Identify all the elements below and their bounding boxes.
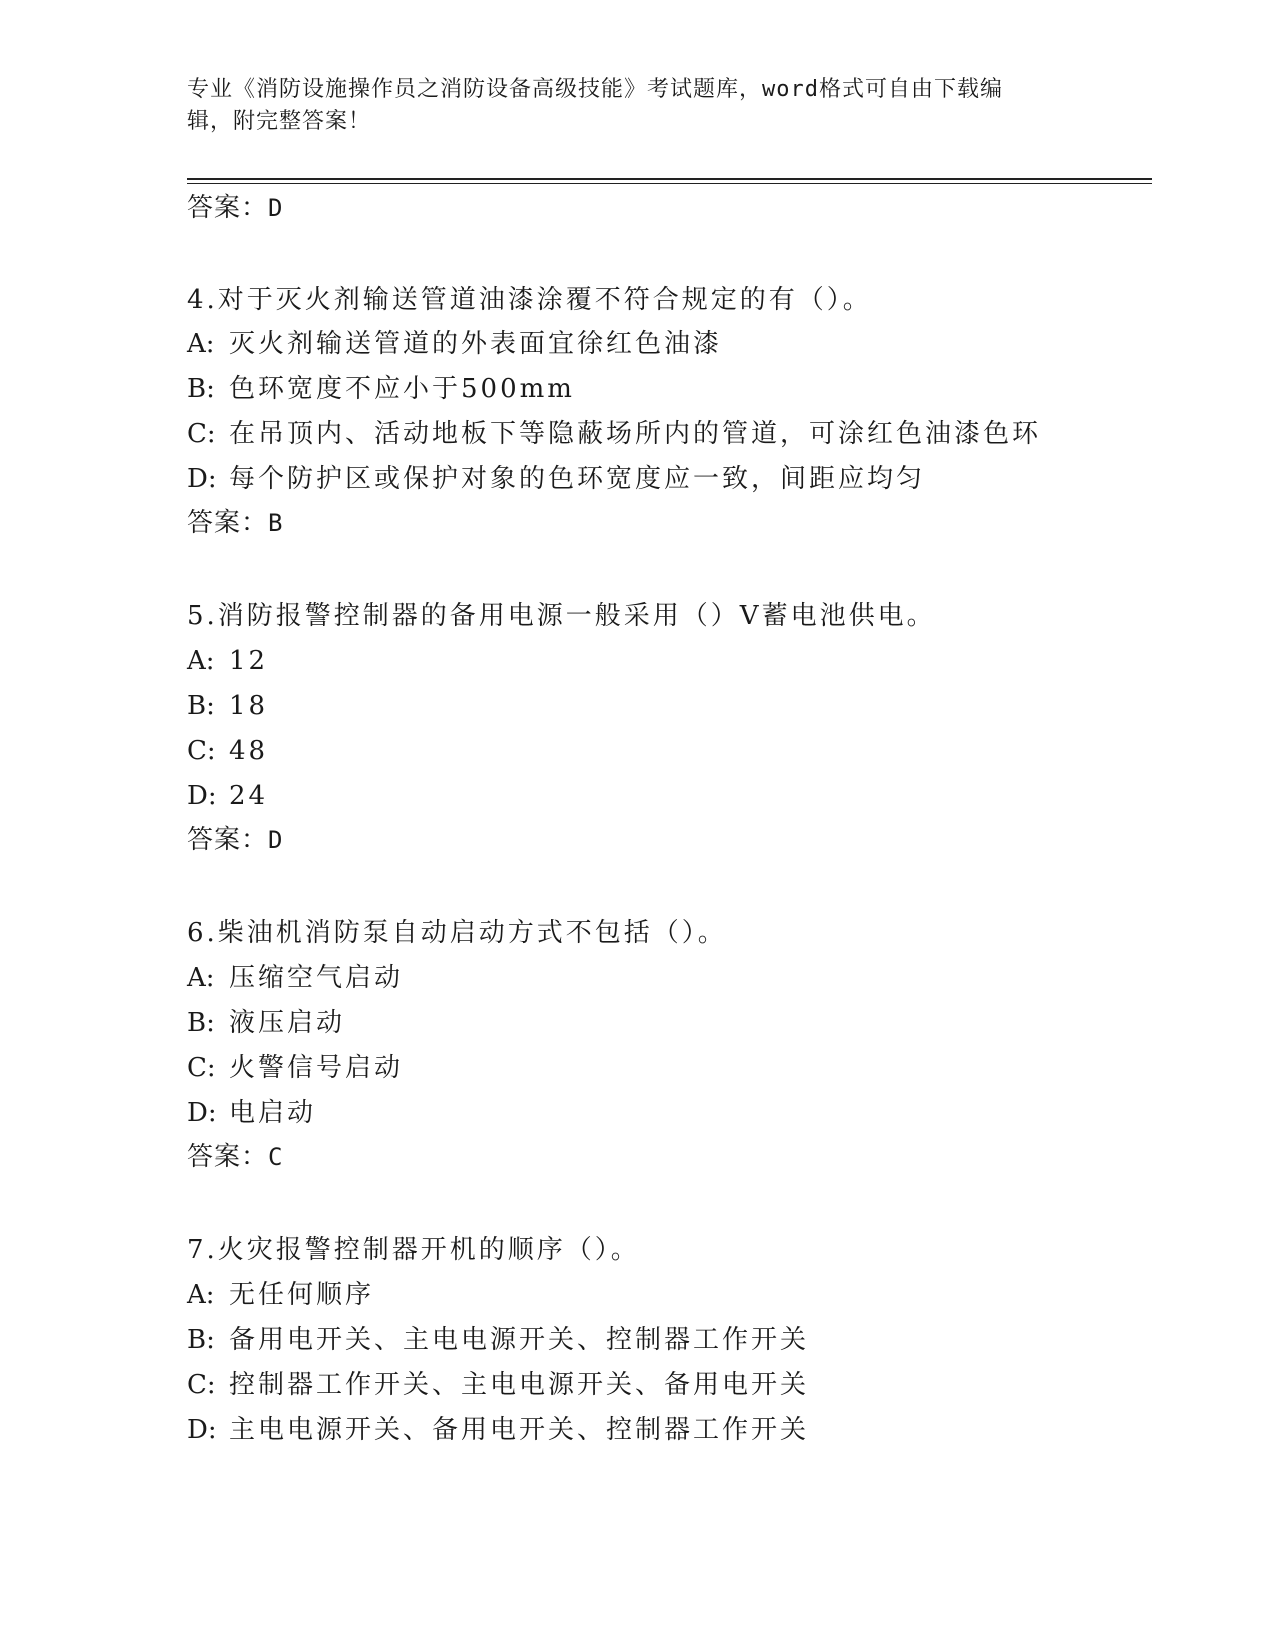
option-letter: D: [187, 1098, 217, 1128]
option-text: 12 [229, 646, 269, 676]
option-text: 压缩空气启动 [229, 963, 404, 993]
answer-value: B [268, 509, 284, 537]
option-letter: B: [187, 1325, 215, 1355]
option-letter: A: [187, 646, 215, 676]
answer-value: D [268, 826, 284, 854]
option-text: 电启动 [229, 1098, 317, 1128]
question-7-stem: 7.火灾报警控制器开机的顺序（）。 [187, 1235, 640, 1265]
option-letter: C: [187, 419, 216, 449]
question-7-option-a [187, 1277, 374, 1313]
answer-label: 答案： [187, 508, 269, 538]
question-7-option-c [187, 1367, 809, 1403]
option-letter: C: [187, 1053, 216, 1083]
option-letter: C: [187, 1370, 216, 1400]
option-text: 48 [229, 736, 269, 766]
option-text: 控制器工作开关、主电电源开关、备用电开关 [229, 1370, 810, 1400]
answer-label: 答案： [187, 825, 269, 855]
option-text: 色环宽度不应小于500mm [229, 374, 575, 404]
question-5-option-b [187, 688, 268, 724]
document-header [187, 74, 1077, 138]
option-letter: A: [187, 1280, 215, 1310]
question-4-option-d [187, 461, 925, 497]
answer-value: D [268, 194, 284, 222]
question-5-stem: 5.消防报警控制器的备用电源一般采用（）V蓄电池供电。 [187, 601, 936, 631]
option-letter: A: [187, 963, 215, 993]
answer-label: 答案： [187, 193, 269, 223]
question-4-stem: 4.对于灭火剂输送管道油漆涂覆不符合规定的有（）。 [187, 285, 872, 315]
option-text: 灭火剂输送管道的外表面宜徐红色油漆 [229, 329, 723, 359]
option-text: 每个防护区或保护对象的色环宽度应一致，间距应均匀 [229, 464, 926, 494]
option-letter: D: [187, 1415, 217, 1445]
question-4-answer [187, 505, 283, 541]
question-6-option-b [187, 1005, 345, 1041]
answer-label: 答案： [187, 1142, 269, 1172]
option-text: 在吊顶内、活动地板下等隐蔽场所内的管道，可涂红色油漆色环 [229, 419, 1042, 449]
option-letter: D: [187, 464, 217, 494]
question-5-option-a [187, 643, 268, 679]
header-divider-thick [187, 178, 1152, 180]
option-letter: A: [187, 329, 215, 359]
option-text: 无任何顺序 [229, 1280, 375, 1310]
header-line-1: 专业《消防设施操作员之消防设备高级技能》考试题库，word格式可自由下载编 [187, 77, 1003, 102]
question-7-option-b [187, 1322, 809, 1358]
question-5-option-d [187, 778, 268, 814]
option-letter: B: [187, 1008, 215, 1038]
question-6-stem: 6.柴油机消防泵自动启动方式不包括（）。 [187, 918, 727, 948]
option-text: 主电电源开关、备用电开关、控制器工作开关 [229, 1415, 810, 1445]
option-text: 火警信号启动 [229, 1053, 404, 1083]
question-6-option-a [187, 960, 403, 996]
answer-value: C [268, 1143, 284, 1171]
prev-answer [187, 190, 283, 226]
header-line-2: 辑，附完整答案！ [187, 109, 372, 134]
option-text: 液压启动 [229, 1008, 346, 1038]
question-5-answer [187, 822, 283, 858]
option-letter: B: [187, 374, 215, 404]
question-6-option-d [187, 1095, 316, 1131]
question-6-option-c [187, 1050, 403, 1086]
question-4-option-b [187, 371, 575, 407]
question-6-answer [187, 1139, 283, 1175]
question-7-option-d [187, 1412, 809, 1448]
header-divider-thin [187, 183, 1152, 184]
option-text: 24 [229, 781, 269, 811]
option-text: 18 [229, 691, 269, 721]
question-4-option-a [187, 326, 722, 362]
option-letter: B: [187, 691, 215, 721]
question-5-option-c [187, 733, 268, 769]
option-text: 备用电开关、主电电源开关、控制器工作开关 [229, 1325, 810, 1355]
question-4-option-c [187, 416, 1041, 452]
option-letter: D: [187, 781, 217, 811]
option-letter: C: [187, 736, 216, 766]
